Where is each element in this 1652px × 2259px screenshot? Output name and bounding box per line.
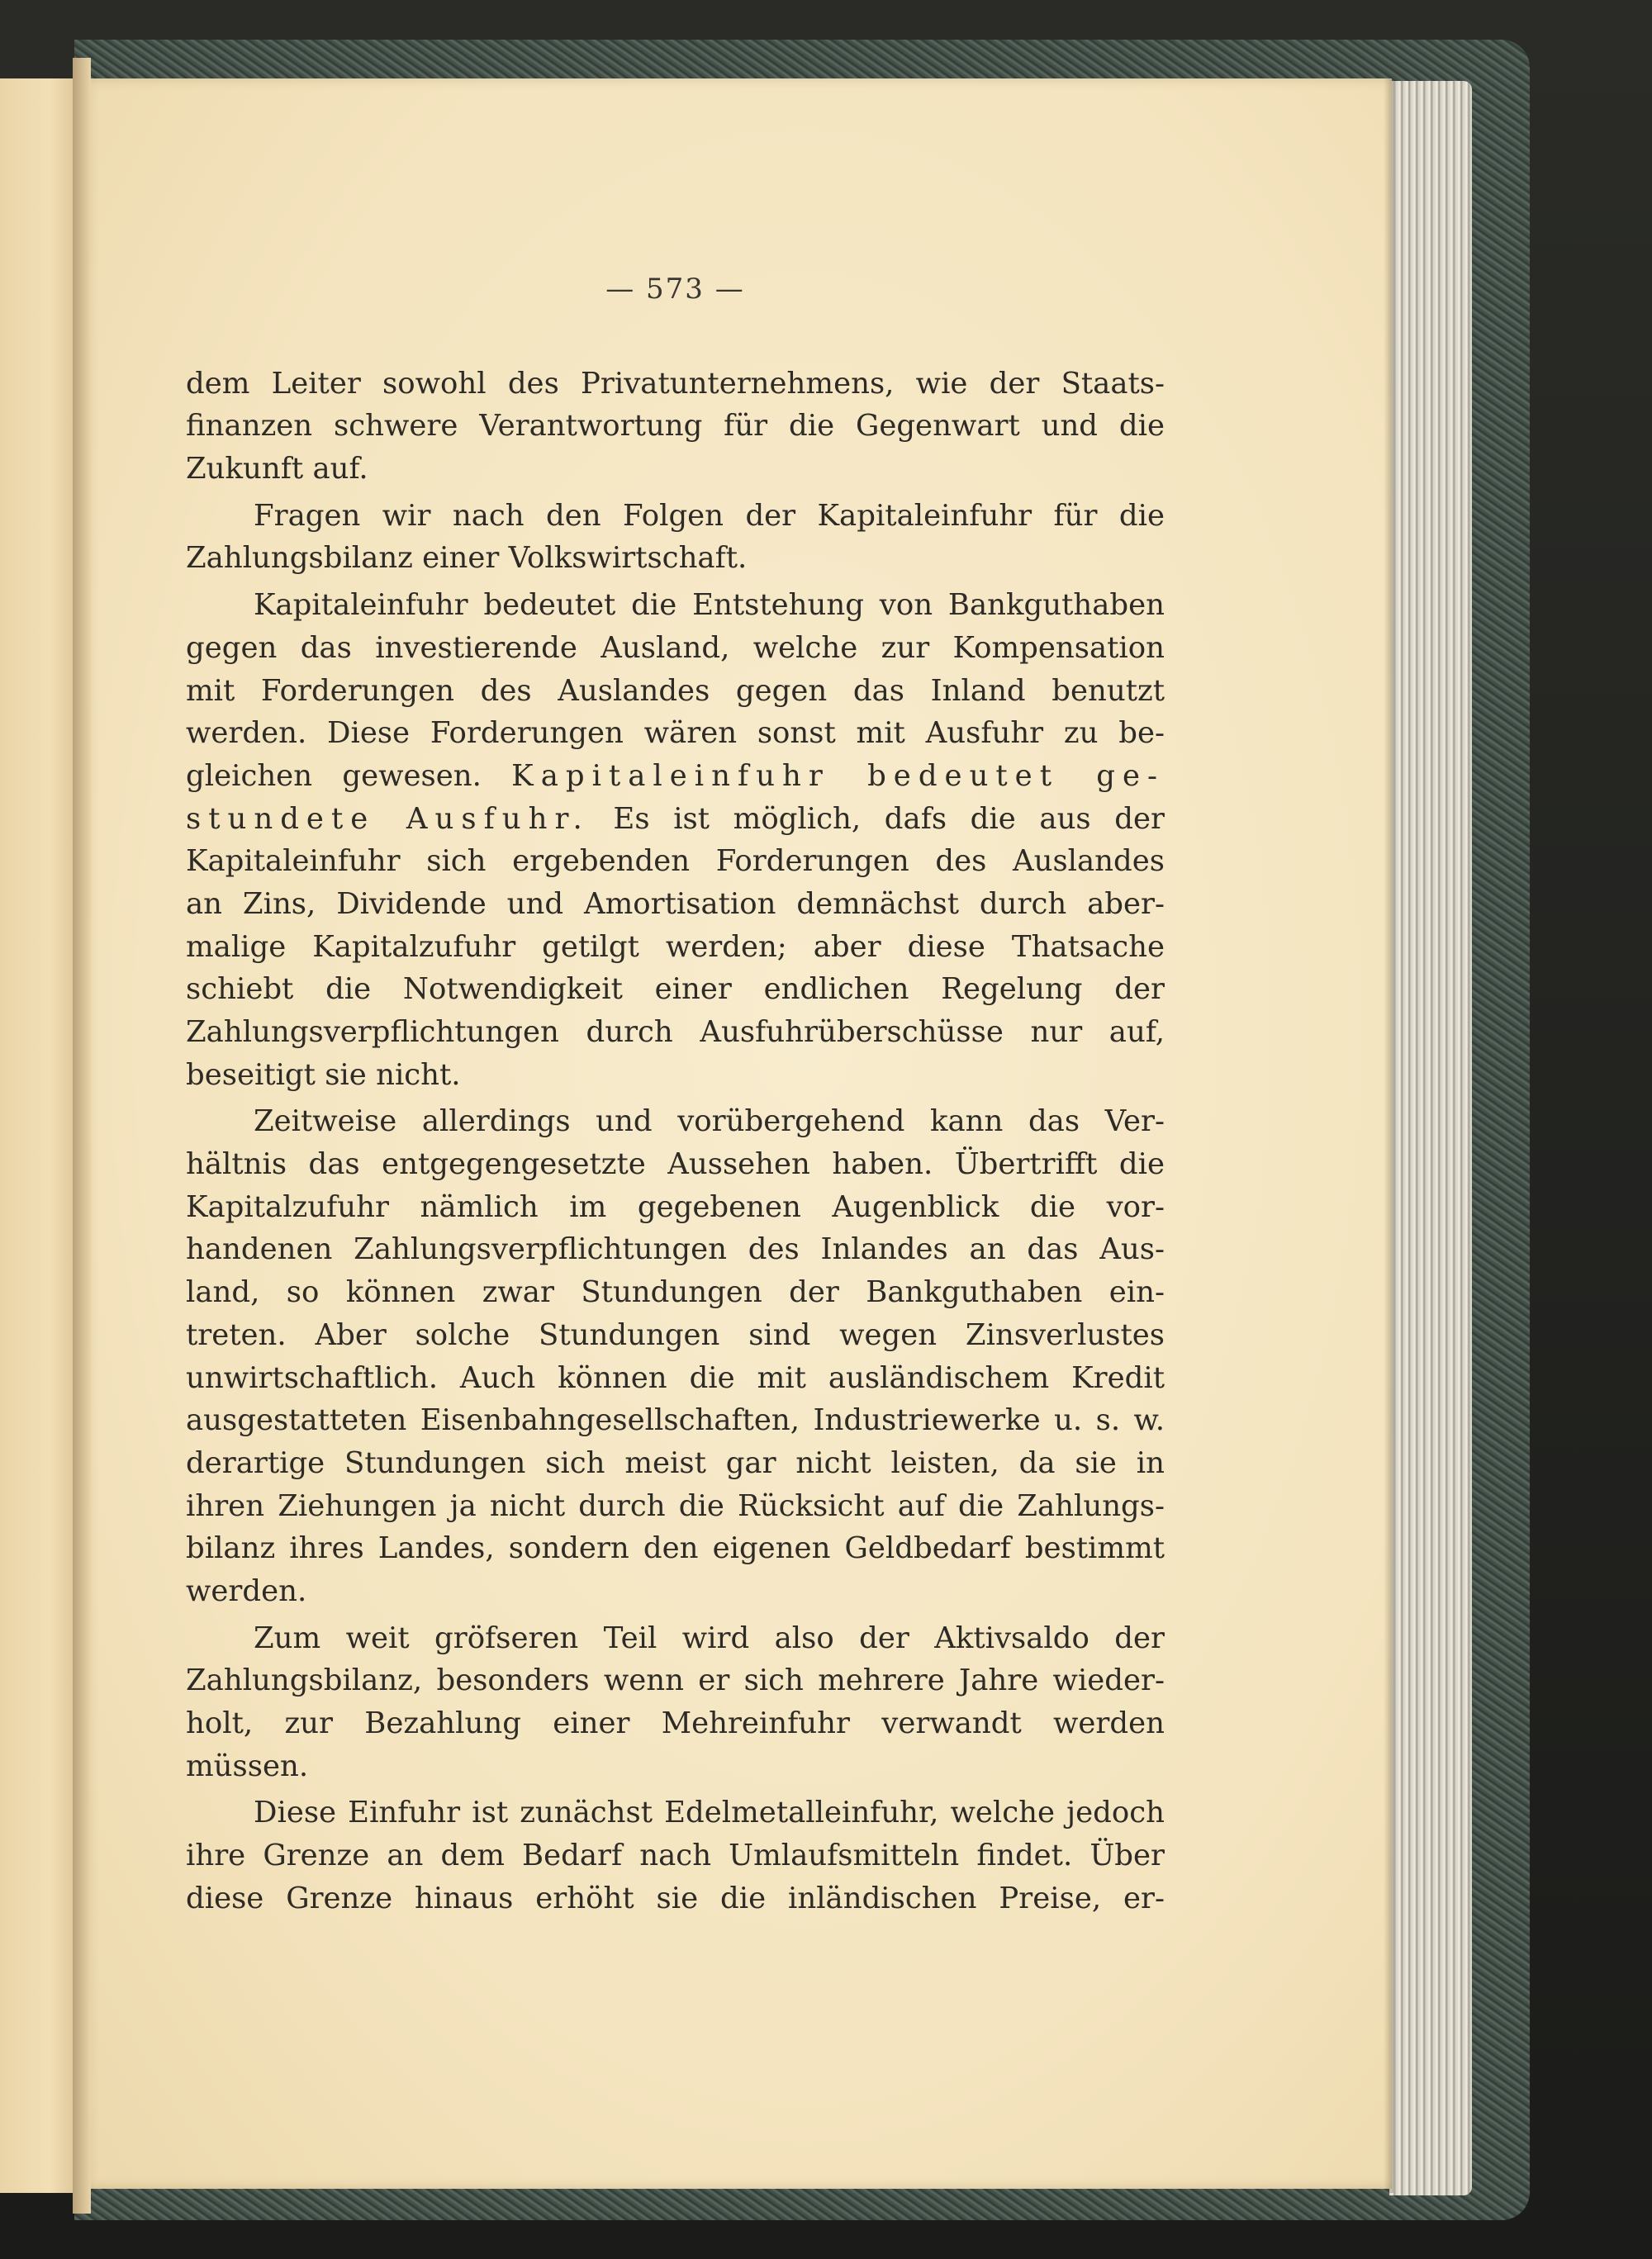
text-span: Es ist möglich, dafs die aus der: [589, 801, 1165, 836]
facing-page-edge: [0, 78, 83, 2193]
page-gutter: [73, 58, 91, 2214]
text-line: mit Forderungen des Auslandes gegen das Inland benutzt: [186, 673, 1165, 708]
text-line-emphasis: [186, 755, 1165, 798]
text-line: Kapitalzufuhr nämlich im gegebenen Augenblick die vor-: [186, 1189, 1165, 1224]
text-line: Zeitweise allerdings und vorübergehend kann das Ver-: [254, 1104, 1165, 1139]
text-line: dem Leiter sowohl des Privatunternehmens, wie der Staats-: [186, 366, 1165, 401]
paragraph-5: [186, 1617, 1165, 1788]
page-text: [186, 268, 1165, 1920]
text-line: diese Grenze hinaus erhöht sie die inländischen Preise, er-: [186, 1881, 1165, 1915]
text-line: malige Kapitalzufuhr getilgt werden; aber diese Thatsache: [186, 929, 1165, 964]
text-line: holt, zur Bezahlung einer Mehreinfuhr verwandt werden: [186, 1706, 1165, 1741]
text-line: gegen das investierende Ausland, welche zur Kompensation: [186, 630, 1165, 665]
paragraph-3: [186, 584, 1165, 1096]
text-span: gleichen gewesen.: [186, 758, 512, 793]
text-line: an Zins, Dividende und Amortisation demnächst durch aber-: [186, 886, 1165, 921]
text-line: treten. Aber solche Stundungen sind wegen Zinsverlustes: [186, 1317, 1165, 1352]
text-line: werden.: [186, 1573, 307, 1608]
text-line: ausgestatteten Eisenbahngesellschaften, Industriewerke u. s. w.: [186, 1403, 1165, 1438]
page-stack-edges: [1389, 81, 1472, 2195]
text-line: Zukunft auf.: [186, 452, 368, 486]
text-line: werden. Diese Forderungen wären sonst mit Ausfuhr zu be-: [186, 716, 1165, 751]
text-line: unwirtschaftlich. Auch können die mit ausländischem Kredit: [186, 1360, 1165, 1395]
paragraph-2: [186, 495, 1165, 580]
text-line: Zahlungsbilanz einer Volkswirtschaft.: [186, 541, 748, 576]
text-line: finanzen schwere Verantwortung für die Gegenwart und die: [186, 409, 1165, 444]
paragraph-6: [186, 1792, 1165, 1920]
text-line: Zahlungsverpflichtungen durch Ausfuhrüberschüsse nur auf,: [186, 1015, 1165, 1050]
text-line: beseitigt sie nicht.: [186, 1057, 461, 1092]
spaced-emphasis: Kapitaleinfuhr bedeutet ge-: [511, 758, 1165, 793]
text-line: derartige Stundungen sich meist gar nicht leisten, da sie in: [186, 1445, 1165, 1480]
text-line: land, so können zwar Stundungen der Bankguthaben ein-: [186, 1275, 1165, 1310]
text-line: Zum weit gröfseren Teil wird also der Aktivsaldo der: [254, 1621, 1165, 1655]
text-line: Kapitaleinfuhr bedeutet die Entstehung von Bankguthaben: [254, 588, 1165, 623]
text-line: schiebt die Notwendigkeit einer endlichen Regelung der: [186, 972, 1165, 1007]
paragraph-1: [186, 363, 1165, 491]
text-line: Kapitaleinfuhr sich ergebenden Forderungen des Auslandes: [186, 844, 1165, 879]
text-line: müssen.: [186, 1749, 309, 1783]
text-line: Zahlungsbilanz, besonders wenn er sich mehrere Jahre wieder-: [186, 1663, 1165, 1698]
text-line: ihren Ziehungen ja nicht durch die Rücksicht auf die Zahlungs-: [186, 1488, 1165, 1523]
text-line-emphasis: [186, 798, 1165, 841]
paragraph-4: [186, 1100, 1165, 1612]
text-line: Fragen wir nach den Folgen der Kapitaleinfuhr für die: [254, 498, 1165, 533]
page-number: — 573 —: [605, 273, 745, 306]
text-line: hältnis das entgegengesetzte Aussehen haben. Übertrifft die: [186, 1147, 1165, 1182]
text-line: handenen Zahlungsverpflichtungen des Inlandes an das Aus-: [186, 1232, 1165, 1267]
text-line: ihre Grenze an dem Bedarf nach Umlaufsmitteln findet. Über: [186, 1839, 1165, 1873]
text-line: Diese Einfuhr ist zunächst Edelmetalleinfuhr, welche jedoch: [254, 1796, 1165, 1830]
spaced-emphasis: stundete Ausfuhr.: [186, 801, 590, 836]
text-line: bilanz ihres Landes, sondern den eigenen Geldbedarf bestimmt: [186, 1531, 1165, 1566]
page-edge-shadow: [1384, 78, 1393, 2193]
